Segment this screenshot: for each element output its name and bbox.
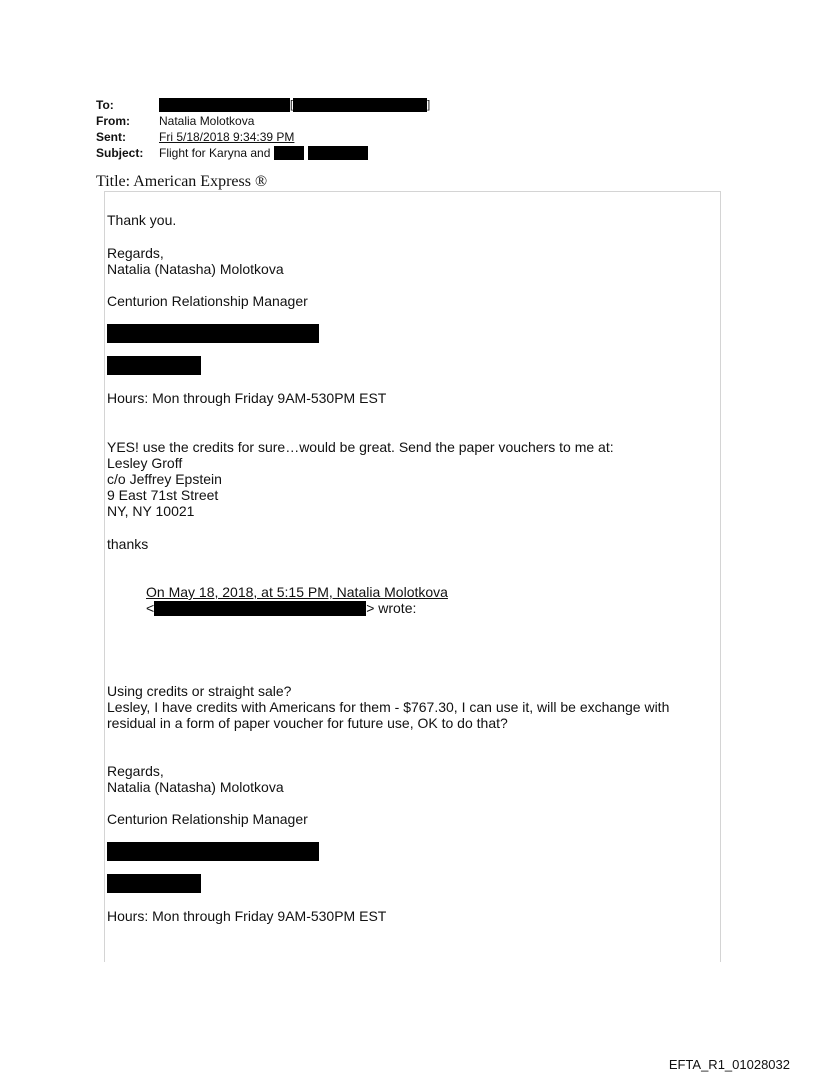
sender-name: Natalia (Natasha) Molotkova bbox=[107, 779, 284, 795]
to-bracket-close: ] bbox=[427, 98, 431, 111]
quote-lt: < bbox=[146, 600, 155, 616]
from-row bbox=[96, 113, 430, 129]
address-street: 9 East 71st Street bbox=[107, 487, 219, 503]
redaction-box bbox=[293, 98, 427, 112]
question-line: Using credits or straight sale? bbox=[107, 683, 292, 699]
redaction-box bbox=[107, 356, 201, 375]
redaction-box bbox=[308, 146, 368, 160]
quote-on-text: On May 18, 2018, at 5:15 PM, Natalia Molotkova bbox=[146, 584, 448, 600]
message-2 bbox=[107, 683, 669, 731]
from-label: From: bbox=[96, 113, 130, 128]
redaction-box bbox=[107, 874, 201, 893]
reply-thanks: thanks bbox=[107, 536, 149, 552]
address-name: Lesley Groff bbox=[107, 455, 183, 471]
redaction-box bbox=[107, 842, 319, 861]
hours-line-2: Hours: Mon through Friday 9AM-530PM EST bbox=[107, 908, 387, 924]
address-care-of: c/o Jeffrey Epstein bbox=[107, 471, 222, 487]
signature-1 bbox=[107, 245, 284, 277]
quote-wrote-line bbox=[146, 600, 448, 616]
sent-value: Fri 5/18/2018 9:34:39 PM bbox=[159, 129, 295, 144]
subject-text: Flight for Karyna and bbox=[159, 145, 271, 160]
sender-name: Natalia (Natasha) Molotkova bbox=[107, 261, 284, 277]
redaction-box bbox=[154, 601, 366, 616]
role-line-2: Centurion Relationship Manager bbox=[107, 811, 308, 827]
quote-on-line bbox=[146, 584, 448, 600]
redaction-box bbox=[107, 324, 319, 343]
regards-line: Regards, bbox=[107, 245, 164, 261]
redaction-box bbox=[159, 98, 290, 112]
to-label: To: bbox=[96, 97, 114, 112]
to-row bbox=[96, 97, 430, 113]
reply-line: YES! use the credits for sure…would be great. Send the paper vouchers to me at: bbox=[107, 439, 614, 455]
redaction-box bbox=[274, 146, 304, 160]
to-bracket-open: [ bbox=[290, 98, 294, 111]
from-value: Natalia Molotkova bbox=[159, 113, 255, 128]
subject-label: Subject: bbox=[96, 145, 144, 160]
quote-wrote: > wrote: bbox=[366, 600, 417, 616]
document-title: Title: American Express ® bbox=[96, 173, 268, 190]
email-header bbox=[96, 97, 430, 161]
sent-row bbox=[96, 129, 430, 145]
credits-line: Lesley, I have credits with Americans for them - $767.30, I can use it, will be exchange with bbox=[107, 699, 670, 715]
sent-label: Sent: bbox=[96, 129, 126, 144]
quote-header bbox=[146, 584, 448, 616]
regards-line: Regards, bbox=[107, 763, 164, 779]
to-value bbox=[159, 98, 430, 113]
role-line-1: Centurion Relationship Manager bbox=[107, 293, 308, 309]
signature-2 bbox=[107, 763, 284, 795]
reply-block bbox=[107, 439, 614, 519]
thanks-line: Thank you. bbox=[107, 212, 177, 228]
address-city: NY, NY 10021 bbox=[107, 503, 195, 519]
hours-line-1: Hours: Mon through Friday 9AM-530PM EST bbox=[107, 390, 387, 406]
voucher-line: residual in a form of paper voucher for future use, OK to do that? bbox=[107, 715, 508, 731]
document-id: EFTA_R1_01028032 bbox=[668, 1057, 790, 1072]
subject-value bbox=[159, 146, 368, 161]
subject-row bbox=[96, 145, 430, 161]
message-1 bbox=[107, 212, 176, 228]
